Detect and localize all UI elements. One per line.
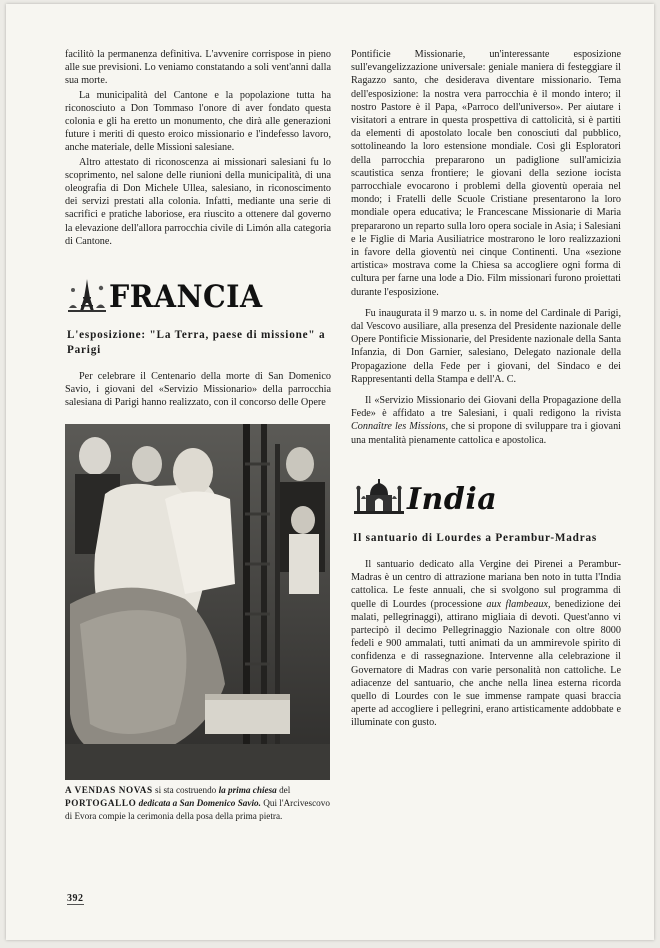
italic-phrase: aux flambeaux, xyxy=(486,598,551,610)
caption-place: A VENDAS NOVAS xyxy=(65,784,153,795)
photo-caption xyxy=(65,784,331,824)
photo-image xyxy=(65,424,330,780)
magazine-page xyxy=(6,4,654,940)
paragraph: Pontificie Missionarie, un'interessante esposizione sull'evangelizzazione universale: geniale maniera di festeggiare il Ragazzo santo, che desiderava diventare missionario. Tema dell'esposizione: la nostra vera parrocchia è il mondo intero; il nostro Pastore è il Papa, «Parroco dell'universo». Per aiutare i visitatori a entrare in questa prospettiva di cattolicità, si è partiti da elementi di apostolato locale ben conosciuti dal pubblico, sottolineando la loro estensione mondiale. Così gli Esploratori della parrocchia prepararono un padiglione sull'amicizia scautistica senza frontiere; le giovani della sezione iocista parrocchiale evocarono i problemi della gioventù operaia nel mondo; i Fratelli delle Scuole Cristiane presentarono la loro mondiale opera educativa; le Francescane Missionarie di Maria prepararono un reparto sulla loro opera sociale in Asia; i Salesiani e le Figlie di Maria Ausiliatrice mostrarono le loro realizzazioni in favore della gioventù nei cinque Continenti. Una «sezione artistica» mostrava come la Chiesa sa accogliere ogni forma di cultura per farne una lode a Dio. Film missionari furono proiettati durante l'esposizione. xyxy=(351,49,621,298)
section-title: FRANCIA xyxy=(109,279,263,316)
caption-country: PORTOGALLO xyxy=(65,797,137,808)
right-column xyxy=(351,48,621,730)
taj-mahal-icon xyxy=(353,479,405,517)
magazine-title: Connaître les Missions, xyxy=(351,421,449,433)
article-title: L'esposizione: "La Terra, paese di missione" a Parigi xyxy=(67,329,326,357)
section-heading-francia xyxy=(67,270,331,314)
paragraph: Per celebrare il Centenario della morte di San Domenico Savio, i giovani del «Servizio Missionario» della parrocchia salesiana di Parigi hanno realizzato, con il concorso delle Opere xyxy=(65,371,331,409)
paragraph xyxy=(351,394,621,447)
paragraph: Fu inaugurata il 9 marzo u. s. in nome del Cardinale di Parigi, dal Vescovo ausiliare, alla presenza del Presidente nazionale delle Opere Pontificie Missionarie, del Presidente nazionale della Santa Infanzia, di Don Garnier, salesiano, Delegato nazionale della Propagazione della Fede per i giovani, del Sindaco e dei Rappresentanti della Stampa e dell'A. C. xyxy=(351,307,621,385)
paragraph: facilitò la permanenza definitiva. L'avvenire corrispose in pieno alle sue previsioni. Lo veniamo constatando a soli vent'anni dalla sua morte. xyxy=(65,49,331,87)
caption-text: si sta costruendo xyxy=(155,784,217,795)
caption-italic: la prima chiesa xyxy=(218,784,277,795)
section-title: India xyxy=(407,481,498,517)
text-span: Il santuario dedicato alla Vergine dei Pirenei a Perambur-Madras è un centro di attrazione mariana ben noto in tutta l'India cattolica. Le feste annuali, che si svolgono sul programma di quelle di Lourdes (processione xyxy=(351,558,621,610)
left-column xyxy=(65,48,331,823)
paragraph: La municipalità del Cantone e la popolazione tutta ha riconosciuto a Don Tommaso l'onore di aver fondato questa colonia e gli ha eretto un monumento, che dirà alle generazioni future i meriti di questo eroico missionario e l'indefesso lavoro, anche materiale, delle Missioni salesiane. xyxy=(65,89,331,154)
page-number: 392 xyxy=(67,893,84,904)
caption-text: del xyxy=(279,784,291,795)
eiffel-tower-icon xyxy=(67,278,107,314)
paragraph: Altro attestato di riconoscenza ai missionari salesiani fu lo scoprimento, nel salone delle riunioni della municipalità, di una oleografia di Don Michele Ullea, salesiano, in riconoscimento dei servizi prestati alla colonia. Infatti, mediante una serie di sacrifici e pratiche laboriose, era riuscito a ottenere dal governo la elevazione dell'allora parrocchia civile di Limón alla categoria di Cantone. xyxy=(65,156,331,247)
caption-text: Qui l'Arcivescovo di Evora compie la cerimonia della posa della prima pietra. xyxy=(65,797,330,822)
section-heading-india xyxy=(353,473,621,517)
text-span: Il «Servizio Missionario dei Giovani della Propagazione della Fede» è affidato a tre Salesiani, i quali redigono la rivista xyxy=(351,395,621,420)
article-title: Il santuario di Lourdes a Perambur-Madras xyxy=(353,531,598,544)
text-span: che si propone di sviluppare tra i giovani una mentalità pienamente cattolica e apostolica. xyxy=(351,421,621,446)
caption-italic: dedicata a San Domenico Savio. xyxy=(138,797,261,808)
paragraph xyxy=(351,558,621,730)
text-span: benedizione dei malati, pellegrinaggi), attirano migliaia di devoti. Quest'anno vi partecipò il decimo Pellegrinaggio Nazionale con oltre 8000 fedeli e 900 ammalati, tutti animati da un ammirevole spirito di confidenza e di rassegnazione. Intervenne alla celebrazione il Governatore di Madras con varie personalità non cattoliche. Le adiacenze del santuario, che anche nella linea esterna ricorda quello di Lourdes con le sue immense rampate quasi braccia aperte ad accogliere i pellegrini, erano artisticamente addobbate e illuminate con gusto. xyxy=(351,598,622,729)
ceremony-photo xyxy=(65,424,330,780)
